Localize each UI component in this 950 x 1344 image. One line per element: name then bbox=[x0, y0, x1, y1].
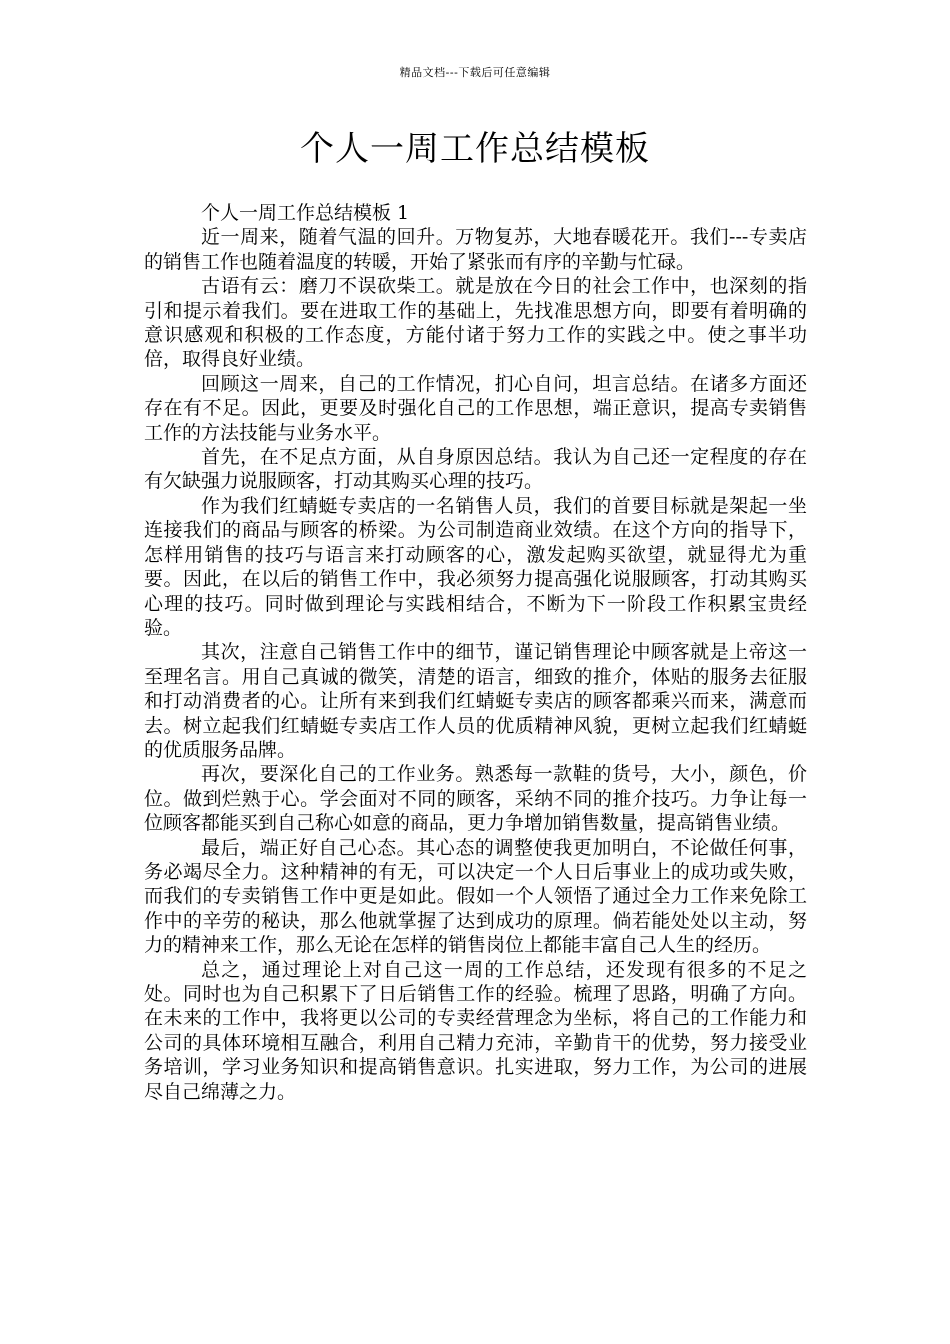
document-body bbox=[144, 201, 807, 1104]
paragraph-7: 再次，要深化自己的工作业务。熟悉每一款鞋的货号，大小，颜色，价位。做到烂熟于心。学会面对不同的顾客，采纳不同的推介技巧。力争让每一位顾客都能买到自己称心如意的商品，更力争增加销售数量，提高销售业绩。 bbox=[144, 763, 807, 835]
paragraph-4: 首先，在不足点方面，从自身原因总结。我认为自己还一定程度的存在有欠缺强力说服顾客，打动其购买心理的技巧。 bbox=[144, 446, 807, 493]
paragraph-3: 回顾这一周来，自己的工作情况，扪心自问，坦言总结。在诸多方面还存在有不足。因此，更要及时强化自己的工作思想，端正意识，提高专卖销售工作的方法技能与业务水平。 bbox=[144, 372, 807, 444]
paragraph-2: 古语有云：磨刀不误砍柴工。就是放在今日的社会工作中，也深刻的指引和提示着我们。要在进取工作的基础上，先找准思想方向，即要有着明确的意识感观和积极的工作态度，方能付诸于努力工作的实践之中。使之事半功倍，取得良好业绩。 bbox=[144, 275, 807, 371]
paragraph-8: 最后，端正好自己心态。其心态的调整使我更加明白，不论做任何事，务必竭尽全力。这种精神的有无，可以决定一个人日后事业上的成功或失败，而我们的专卖销售工作中更是如此。假如一个人领悟了通过全力工作来免除工作中的辛劳的秘诀，那么他就掌握了达到成功的原理。倘若能处处以主动，努力的精神来工作，那么无论在怎样的销售岗位上都能丰富自己人生的经历。 bbox=[144, 836, 807, 957]
paragraph-6: 其次，注意自己销售工作中的细节，谨记销售理论中顾客就是上帝这一至理名言。用自己真诚的微笑，清楚的语言，细致的推介，体贴的服务去征服和打动消费者的心。让所有来到我们红蜻蜓专卖店的顾客都乘兴而来，满意而去。树立起我们红蜻蜓专卖店工作人员的优质精神风貌，更树立起我们红蜻蜓的优质服务品牌。 bbox=[144, 641, 807, 761]
paragraph-9: 总之，通过理论上对自己这一周的工作总结，还发现有很多的不足之处。同时也为自己积累下了日后销售工作的经验。梳理了思路，明确了方向。在未来的工作中，我将更以公司的专卖经营理念为坐标，将自己的工作能力和公司的具体环境相互融合，利用自己精力充沛，辛勤肯干的优势，努力接受业务培训，学习业务知识和提高销售意识。扎实进取，努力工作，为公司的进展尽自己绵薄之力。 bbox=[144, 958, 807, 1103]
document-subtitle: 个人一周工作总结模板 1 bbox=[201, 202, 410, 224]
paragraph-1: 近一周来，随着气温的回升。万物复苏，大地春暖花开。我们---专卖店的销售工作也随着温度的转暖，开始了紧张而有序的辛勤与忙碌。 bbox=[144, 226, 807, 273]
paragraph-5: 作为我们红蜻蜓专卖店的一名销售人员，我们的首要目标就是架起一坐连接我们的商品与顾客的桥梁。为公司制造商业效绩。在这个方向的指导下，怎样用销售的技巧与语言来打动顾客的心，激发起购买欲望，就显得尤为重要。因此，在以后的销售工作中，我必须努力提高强化说服顾客，打动其购买心理的技巧。同时做到理论与实践相结合，不断为下一阶段工作积累宝贵经验。 bbox=[144, 494, 807, 639]
header-note: 精品文档---下载后可任意编辑 bbox=[399, 66, 551, 79]
document-title: 个人一周工作总结模板 bbox=[300, 129, 650, 169]
